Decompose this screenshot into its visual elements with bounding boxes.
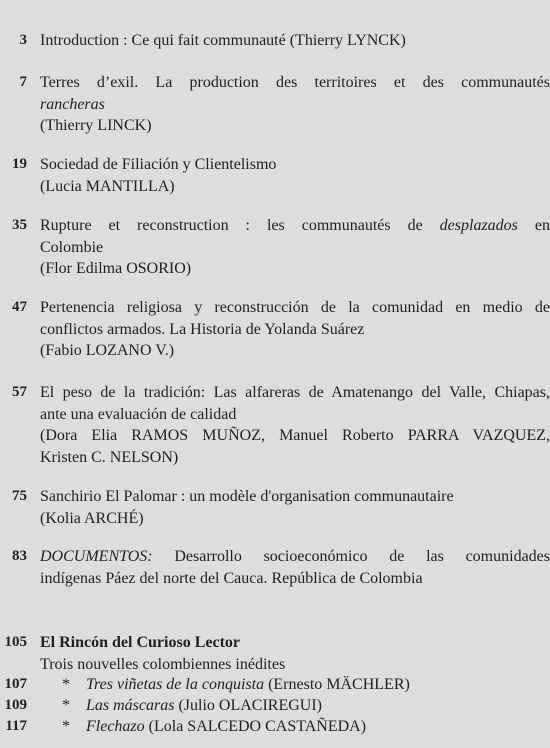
page-number: 35 bbox=[12, 217, 27, 233]
entry-title: Terres d’exil. La production des territoires et des communautés bbox=[40, 74, 550, 91]
page-number: 47 bbox=[12, 299, 27, 315]
entry-title: Pertenencia religiosa y reconstrucción de la comunidad en medio de bbox=[40, 299, 550, 316]
page-number: 57 bbox=[12, 384, 27, 400]
page-number: 19 bbox=[12, 156, 27, 172]
entry-title-continued: conflictos armados. La Historia de Yolanda Suárez bbox=[40, 320, 365, 338]
page-number: 105 bbox=[4, 634, 27, 650]
bullet-star: * bbox=[62, 676, 70, 693]
subentry-line bbox=[40, 716, 550, 738]
entry-title-continued: rancheras bbox=[40, 95, 105, 113]
page-number: 107 bbox=[4, 676, 27, 692]
subentry-author: (Ernesto MÄCHLER) bbox=[268, 676, 410, 693]
bullet-star: * bbox=[62, 718, 70, 735]
page-number: 7 bbox=[19, 74, 27, 90]
subentry-author: (Lola SALCEDO CASTAÑEDA) bbox=[148, 718, 367, 735]
entry-title-continued: indígenas Páez del norte del Cauca. República de Colombia bbox=[40, 569, 423, 587]
bullet-star: * bbox=[62, 697, 70, 714]
page-number: 109 bbox=[4, 697, 27, 713]
entry-author: (Flor Edilma OSORIO) bbox=[40, 260, 192, 277]
entry-author: (Dora Elia RAMOS MUÑOZ, Manuel Roberto PARRA VAZQUEZ, bbox=[40, 427, 550, 444]
subentry-title: Las máscaras bbox=[86, 697, 175, 714]
entry-title-continued: Colombie bbox=[40, 238, 104, 256]
entry-title-continued: ante una evaluación de calidad bbox=[40, 405, 237, 423]
section-subtitle: Trois nouvelles colombiennes inédites bbox=[40, 655, 286, 673]
entry-title: Introduction : Ce qui fait communauté (Thierry LYNCK) bbox=[40, 32, 406, 49]
entry-author: (Kolia ARCHÉ) bbox=[40, 509, 144, 527]
page-number: 83 bbox=[12, 548, 27, 564]
entry-title-part: Rupture et reconstruction : les communautés de bbox=[40, 217, 423, 234]
entry-title: Sanchirio El Palomar : un modèle d'organisation communautaire bbox=[40, 488, 454, 505]
entry-title: El peso de la tradición: Las alfareras de Amatenango del Valle, Chiapas, bbox=[40, 384, 550, 401]
entry-title bbox=[40, 215, 550, 237]
entry-title-emphasis: desplazados bbox=[439, 217, 518, 234]
page-number: 117 bbox=[5, 718, 27, 734]
entry-author-continued: Kristen C. NELSON) bbox=[40, 448, 179, 466]
page-number: 3 bbox=[19, 32, 27, 48]
subentry-author: (Julio OLACIREGUI) bbox=[178, 697, 323, 714]
entry-title: Sociedad de Filiación y Clientelismo bbox=[40, 156, 277, 173]
subentry-title: Flechazo bbox=[86, 718, 145, 735]
entry-author: (Fabio LOZANO V.) bbox=[40, 342, 175, 359]
entry-title-emphasis: DOCUMENTOS: bbox=[40, 548, 153, 565]
page-number: 75 bbox=[12, 488, 27, 504]
subentry-line bbox=[40, 695, 550, 717]
subentry-title: Tres viñetas de la conquista bbox=[86, 676, 265, 693]
entry-author: (Lucia MANTILLA) bbox=[40, 177, 175, 195]
entry-title-part: Desarrollo socioeconómico de las comunidades bbox=[174, 548, 550, 565]
entry-title bbox=[40, 546, 550, 568]
entry-title-part: en bbox=[534, 217, 550, 234]
subentry-line bbox=[40, 674, 550, 696]
entry-author: (Thierry LINCK) bbox=[40, 117, 152, 134]
section-title: El Rincón del Curioso Lector bbox=[40, 634, 240, 651]
